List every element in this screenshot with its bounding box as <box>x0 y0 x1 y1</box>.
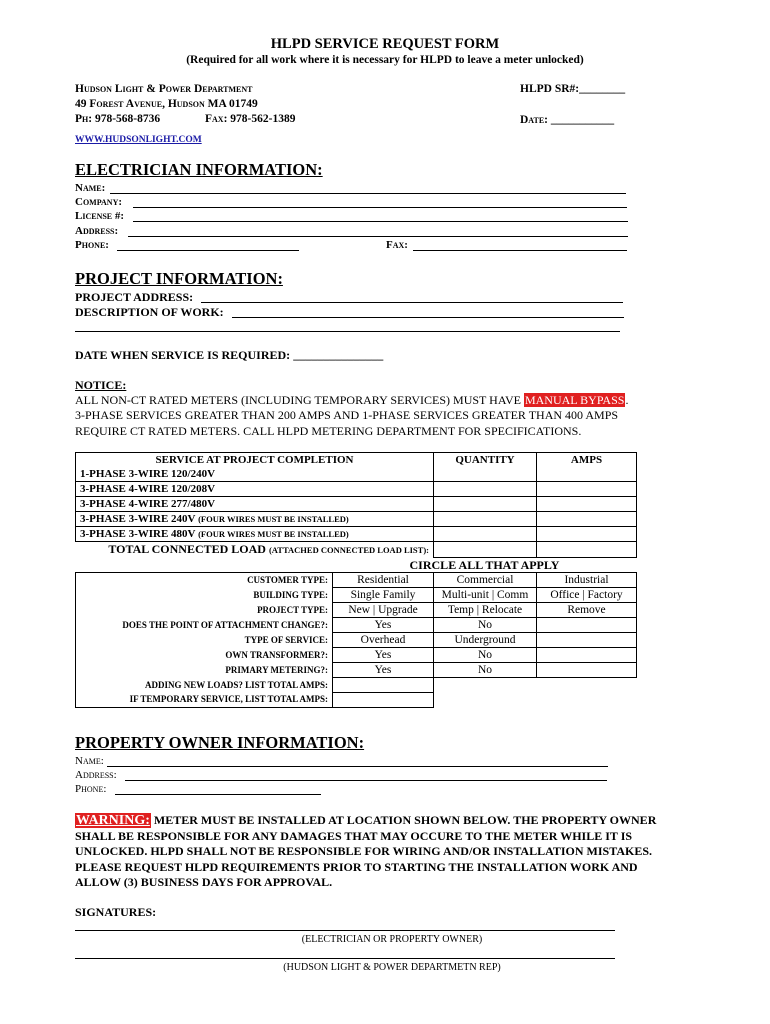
option-empty <box>537 632 637 647</box>
amps-cell[interactable] <box>537 482 637 497</box>
circle-heading-row <box>76 557 637 572</box>
service-table <box>75 452 637 708</box>
warning-line-1 <box>75 813 656 829</box>
quantity-header: QUANTITY <box>434 453 537 468</box>
date-required-blank: _______________ <box>293 348 384 362</box>
new-loads-amps-input[interactable] <box>333 677 434 692</box>
electrician-license-label: License #: <box>75 210 125 222</box>
project-description-input[interactable] <box>232 317 624 318</box>
warning-label: WARNING: <box>76 813 150 828</box>
circle-row <box>76 662 637 677</box>
electrician-heading: ELECTRICIAN INFORMATION: <box>75 160 323 179</box>
circle-row-label: IF TEMPORARY SERVICE, LIST TOTAL AMPS: <box>76 692 333 707</box>
project-address-input[interactable] <box>201 302 623 303</box>
circle-row-label: ADDING NEW LOADS? LIST TOTAL AMPS: <box>76 677 333 692</box>
signature-line-electrician[interactable] <box>75 930 615 931</box>
signature-caption-electrician: (ELECTRICIAN OR PROPERTY OWNER) <box>301 934 483 945</box>
circle-row <box>76 692 637 707</box>
circle-row <box>76 617 637 632</box>
dept-phone-row <box>75 113 160 125</box>
service-type: 3-PHASE 3-WIRE 480V <box>80 528 196 540</box>
owner-name-input[interactable] <box>107 766 608 767</box>
website-link[interactable]: WWW.HUDSONLIGHT.COM <box>75 135 202 145</box>
project-heading: PROJECT INFORMATION: <box>75 269 283 288</box>
warning-line-2: SHALL BE RESPONSIBLE FOR ANY DAMAGES THAT MAY OCCURE TO THE METER WHILE IT IS <box>75 829 633 843</box>
quantity-cell[interactable] <box>434 527 537 542</box>
option-office-factory[interactable]: Office | Factory <box>537 587 637 602</box>
service-type: 3-PHASE 3-WIRE 240V <box>80 513 196 525</box>
circle-row <box>76 632 637 647</box>
electrician-fax-label: Fax: <box>386 239 408 251</box>
amps-header: AMPS <box>537 453 637 468</box>
electrician-phone-label: Phone: <box>75 239 109 251</box>
circle-row-label: BUILDING TYPE: <box>76 587 333 602</box>
electrician-license-input[interactable] <box>133 221 628 222</box>
circle-row <box>76 602 637 617</box>
amps-cell[interactable] <box>537 497 637 512</box>
quantity-cell[interactable] <box>434 497 537 512</box>
signature-caption-hlpd: (HUDSON LIGHT & POWER DEPARTMETN REP) <box>283 962 501 973</box>
circle-row-label: TYPE OF SERVICE: <box>76 632 333 647</box>
notice-line-1-end: . <box>625 393 629 407</box>
total-load-label: TOTAL CONNECTED LOAD <box>108 542 266 556</box>
project-description-label: DESCRIPTION OF WORK: <box>75 305 224 319</box>
service-type-cell <box>76 527 434 542</box>
table-row <box>76 497 637 512</box>
option-single-family[interactable]: Single Family <box>333 587 434 602</box>
option-underground[interactable]: Underground <box>434 632 537 647</box>
circle-row-label: DOES THE POINT OF ATTACHMENT CHANGE?: <box>76 617 333 632</box>
option-industrial[interactable]: Industrial <box>537 572 637 587</box>
date-blank: ___________ <box>550 114 615 126</box>
table-row <box>76 512 637 527</box>
total-load-quantity[interactable] <box>434 542 537 558</box>
table-row <box>76 527 637 542</box>
electrician-address-input[interactable] <box>128 236 628 237</box>
option-yes[interactable]: Yes <box>333 662 434 677</box>
temporary-service-amps-input[interactable] <box>333 692 434 707</box>
project-address-label: PROJECT ADDRESS: <box>75 290 194 304</box>
electrician-name-label: Name: <box>75 182 106 194</box>
dept-fax-label: Fax: <box>205 113 228 125</box>
circle-row-label: PRIMARY METERING?: <box>76 662 333 677</box>
owner-address-label: Address: <box>75 769 117 781</box>
electrician-fax-input[interactable] <box>413 250 627 251</box>
circle-row <box>76 587 637 602</box>
form-subtitle: (Required for all work where it is necessary for HLPD to leave a meter unlocked) <box>186 54 584 66</box>
dept-phone: 978-568-8736 <box>94 113 161 125</box>
service-note: (FOUR WIRES MUST BE INSTALLED) <box>198 514 349 524</box>
owner-name-label: Name: <box>75 755 104 767</box>
electrician-phone-input[interactable] <box>117 250 299 251</box>
warning-line-4: PLEASE REQUEST HLPD REQUIREMENTS PRIOR TO STARTING THE INSTALLATION WORK AND <box>75 860 638 874</box>
option-new-upgrade[interactable]: New | Upgrade <box>333 602 434 617</box>
notice-line-1 <box>75 393 628 408</box>
service-header: SERVICE AT PROJECT COMPLETION <box>76 453 434 468</box>
option-no[interactable]: No <box>434 617 537 632</box>
service-type: 1-PHASE 3-WIRE 120/240V <box>76 467 434 482</box>
option-empty <box>537 662 637 677</box>
circle-row-label: OWN TRANSFORMER?: <box>76 647 333 662</box>
dept-fax-row <box>205 113 295 125</box>
option-no[interactable]: No <box>434 662 537 677</box>
circle-row-label: CUSTOMER TYPE: <box>76 572 333 587</box>
notice-line-2: 3-PHASE SERVICES GREATER THAN 200 AMPS AND 1-PHASE SERVICES GREATER THAN 400 AMPS <box>75 408 619 422</box>
circle-heading: CIRCLE ALL THAT APPLY <box>409 557 560 572</box>
signature-line-hlpd[interactable] <box>75 958 615 959</box>
owner-heading: PROPERTY OWNER INFORMATION: <box>75 733 365 752</box>
circle-row-label: PROJECT TYPE: <box>76 602 333 617</box>
electrician-address-label: Address: <box>75 225 119 237</box>
total-load-amps[interactable] <box>537 542 637 558</box>
owner-address-input[interactable] <box>125 780 607 781</box>
electrician-name-input[interactable] <box>110 193 626 194</box>
dept-address: 49 Forest Avenue, Hudson MA 01749 <box>75 98 258 110</box>
table-row <box>76 467 637 482</box>
service-type: 3-PHASE 4-WIRE 120/208V <box>76 482 434 497</box>
circle-row <box>76 677 637 692</box>
sr-number-field[interactable]: HLPD SR#:________ <box>520 83 626 95</box>
option-multi-unit-comm[interactable]: Multi-unit | Comm <box>434 587 537 602</box>
warning-line-5: ALLOW (3) BUSINESS DAYS FOR APPROVAL. <box>75 875 333 889</box>
dept-fax: 978-562-1389 <box>230 113 296 125</box>
form-title: HLPD SERVICE REQUEST FORM <box>270 36 500 52</box>
quantity-cell[interactable] <box>434 512 537 527</box>
circle-row <box>76 572 637 587</box>
circle-row <box>76 647 637 662</box>
total-load-cell <box>76 542 434 558</box>
warning-line-3: UNLOCKED. HLPD SHALL NOT BE RESPONSIBLE FOR WIRING AND/OR INSTALLATION MISTAKES. <box>75 844 653 858</box>
owner-phone-input[interactable] <box>115 794 321 795</box>
signatures-heading: SIGNATURES: <box>75 905 157 919</box>
date-label: Date: <box>520 114 548 126</box>
project-description-input-2[interactable] <box>75 331 620 332</box>
notice-heading: NOTICE: <box>75 378 127 392</box>
dept-phone-label: Ph: <box>75 113 93 125</box>
option-commercial[interactable]: Commercial <box>434 572 537 587</box>
website-row <box>75 129 202 147</box>
amps-cell[interactable] <box>537 512 637 527</box>
service-type-cell <box>76 512 434 527</box>
quantity-cell[interactable] <box>434 482 537 497</box>
service-note: (FOUR WIRES MUST BE INSTALLED) <box>198 529 349 539</box>
dept-name: Hudson Light & Power Department <box>75 83 253 95</box>
warning-text-1: METER MUST BE INSTALLED AT LOCATION SHOWN BELOW. THE PROPERTY OWNER <box>150 813 657 827</box>
option-residential[interactable]: Residential <box>333 572 434 587</box>
option-yes[interactable]: Yes <box>333 647 434 662</box>
table-row <box>76 482 637 497</box>
manual-bypass-highlight: MANUAL BYPASS <box>524 393 625 407</box>
total-load-row <box>76 542 637 558</box>
service-type: 3-PHASE 4-WIRE 277/480V <box>76 497 434 512</box>
option-empty <box>537 647 637 662</box>
electrician-company-label: Company: <box>75 196 123 208</box>
option-remove[interactable]: Remove <box>537 602 637 617</box>
option-yes[interactable]: Yes <box>333 617 434 632</box>
amps-cell[interactable] <box>537 527 637 542</box>
option-overhead[interactable]: Overhead <box>333 632 434 647</box>
notice-line-1-text: ALL NON-CT RATED METERS (INCLUDING TEMPORARY SERVICES) MUST HAVE <box>75 393 521 407</box>
option-temp-relocate[interactable]: Temp | Relocate <box>434 602 537 617</box>
option-empty <box>537 617 637 632</box>
notice-line-3: REQUIRE CT RATED METERS. CALL HLPD METERING DEPARTMENT FOR SPECIFICATIONS. <box>75 424 582 438</box>
date-required-label: DATE WHEN SERVICE IS REQUIRED: <box>75 348 291 362</box>
owner-phone-label: Phone: <box>75 783 107 795</box>
electrician-company-input[interactable] <box>133 207 627 208</box>
amps-cell[interactable] <box>537 467 637 482</box>
date-field[interactable] <box>520 114 614 126</box>
total-load-note: (ATTACHED CONNECTED LOAD LIST): <box>268 545 429 555</box>
option-no[interactable]: No <box>434 647 537 662</box>
date-required-row[interactable] <box>75 348 383 363</box>
service-table-header <box>76 453 637 468</box>
quantity-cell[interactable] <box>434 467 537 482</box>
